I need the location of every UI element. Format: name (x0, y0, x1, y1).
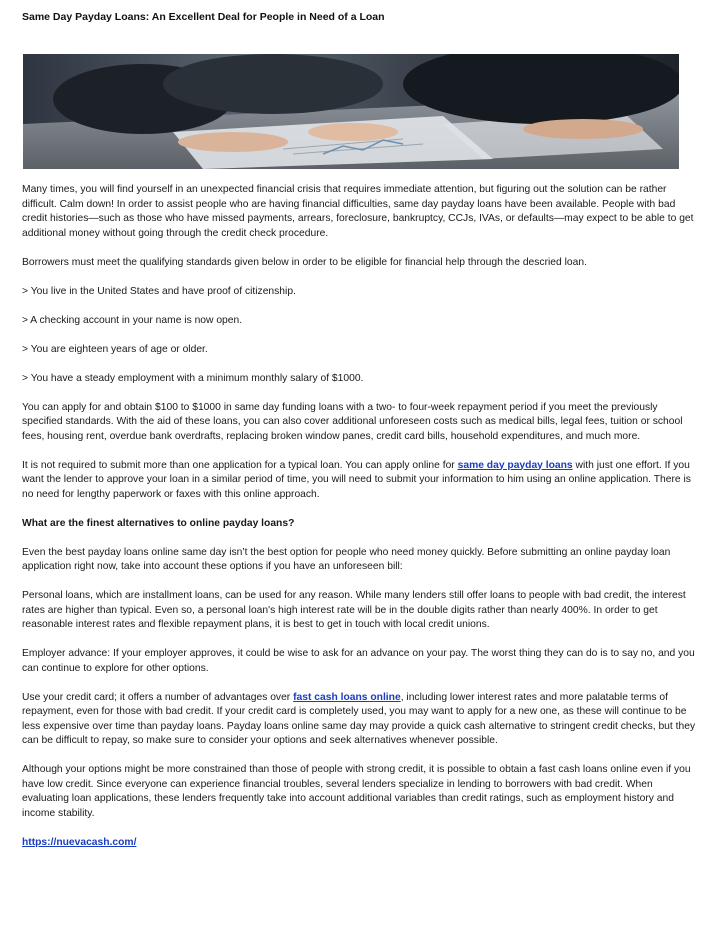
paragraph-eligibility: Borrowers must meet the qualifying standards given below in order to be eligible for financial help through the descried loan. (22, 256, 587, 268)
credit-text-before: Use your credit card; it offers a number of advantages over (22, 691, 294, 703)
paragraph-apply-online (22, 459, 700, 503)
paragraph-alternatives-intro: Even the best payday loans online same day isn’t the best option for people who need money quickly. Before submitting an online payday loan application right now, take into account these options if you have an unforeseen bill: (22, 546, 671, 572)
credit-text-after: , including lower interest rates and more palatable terms of repayment, even for those with bad credit. If your credit card is completely used, you may want to apply for a new one, as these will continue to be less expensive over time than payday loans. Payday loans online same day may provide a quick cash alternative to stringent credit checks, but they can be difficult to repay, so make sure to consider your options and seek alternatives whenever possible. (22, 691, 696, 746)
paragraph-url (22, 836, 700, 851)
paragraph-intro: Many times, you will find yourself in an unexpected financial crisis that requires immediate attention, but figuring out the solution can be rather difficult. Calm down! In order to assist people who are having financial difficulties, same day payday loans have been available. People with bad credit histories—such as those who have missed payments, arrears, foreclosure, bankruptcy, CCJs, IVAs, or defaults—may expect to be able to get additional money without going through the credit check procedure. (22, 184, 694, 239)
same-day-payday-loans-link[interactable]: same day payday loans (457, 459, 573, 471)
apply-text-before: It is not required to submit more than one application for a typical loan. You can apply online for (22, 459, 458, 471)
apply-text-after: with just one effort. If you want the lender to approve your loan in a similar period of time, you will need to submit your information to him using an online application. There is no need for lengthy paperwork or faxes with this online approach. (22, 459, 691, 500)
paragraph-funding: You can apply for and obtain $100 to $1000 in same day funding loans with a two- to four-week repayment period if you meet the previously specified standards. With the aid of these loans, you can also cover additional unforeseen costs such as medical bills, legal fees, tuition or school fees, housing rent, overdue bank overdrafts, replacing broken window panes, credit card bills, household expenditures, and much more. (22, 401, 683, 442)
paragraph-employer-advance: Employer advance: If your employer approves, it could be wise to ask for an advance on your pay. The worst thing they can do is to say no, and you can continue to explore for other options. (22, 648, 695, 674)
requirement-employment: > You have a steady employment with a minimum monthly salary of $1000. (22, 372, 364, 384)
requirement-citizenship: > You live in the United States and have proof of citizenship. (22, 285, 296, 297)
document-title: Same Day Payday Loans: An Excellent Deal for People in Need of a Loan (22, 11, 385, 23)
paragraph-credit-card (22, 691, 700, 749)
nuevacash-url-link[interactable]: https://nuevacash.com/ (22, 836, 137, 848)
requirement-age: > You are eighteen years of age or older. (22, 343, 208, 355)
article-body (22, 183, 700, 865)
requirement-checking-account: > A checking account in your name is now open. (22, 314, 243, 326)
fast-cash-loans-online-link[interactable]: fast cash loans online (293, 691, 401, 703)
paragraph-low-credit: Although your options might be more constrained than those of people with strong credit, it is possible to obtain a fast cash loans online even if you have low credit. Since everyone can experience financial troubles, several lenders specialize in lending to borrowers with bad credit. When evaluating loan applications, these lenders frequently take into account additional variables than credit ratings, such as employment history and income stability. (22, 764, 691, 819)
section-heading-alternatives: What are the finest alternatives to online payday loans? (22, 517, 295, 529)
hero-image (23, 54, 679, 169)
business-meeting-photo-icon (23, 54, 679, 169)
paragraph-personal-loans: Personal loans, which are installment loans, can be used for any reason. While many lenders still offer loans to people with bad credit, the interest rates are higher than typical. Even so, a personal loan's high interest rate will be in the double digits rather than nearly 400%. In order to get reasonable interest rates and flexible repayment plans, it is best to get in touch with local credit unions. (22, 590, 686, 630)
